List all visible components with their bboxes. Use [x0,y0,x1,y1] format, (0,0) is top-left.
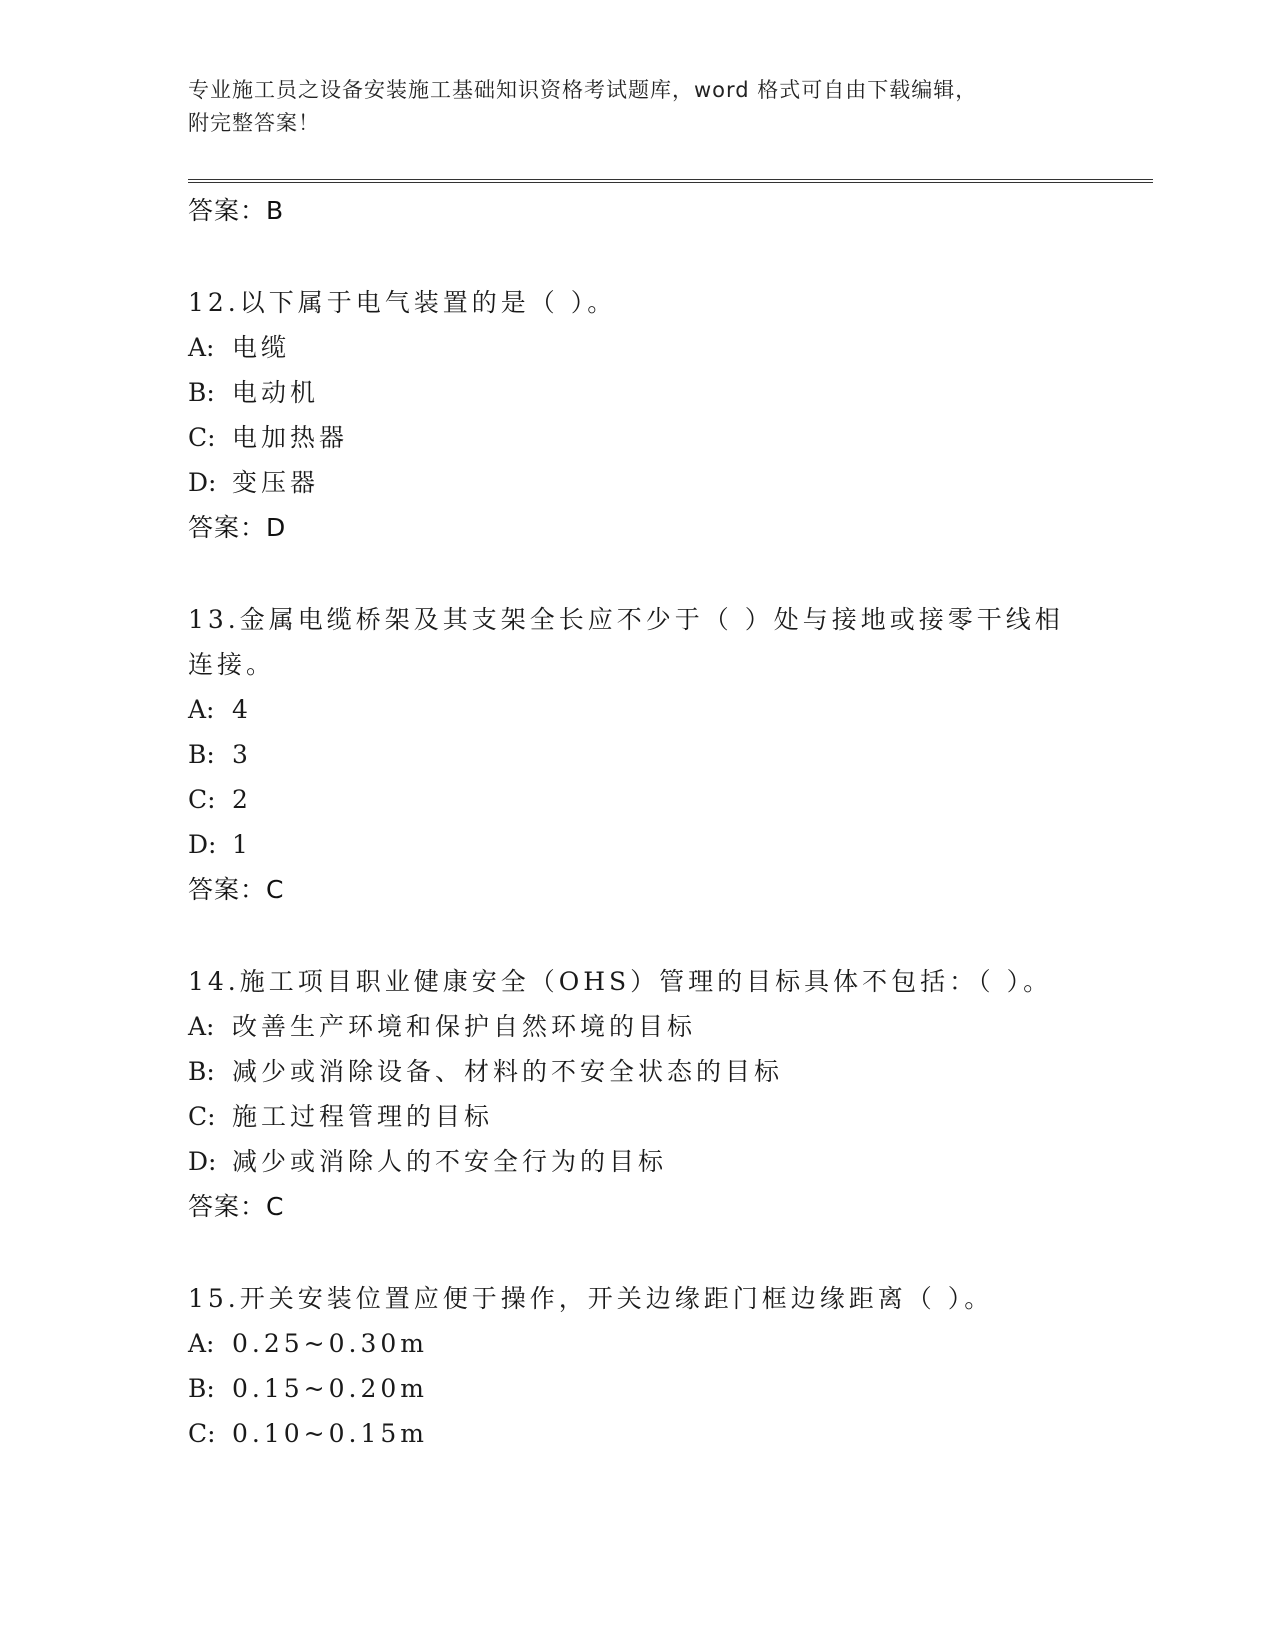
option-text: 电动机 [232,378,320,407]
question-text: 15.开关安装位置应便于操作，开关边缘距门框边缘距离（ ）。 [188,1284,994,1313]
option-text: 电加热器 [232,423,349,452]
option-key: D: [188,1147,217,1176]
option-b [188,1049,1088,1094]
option-key: B: [188,1374,215,1403]
spacer [188,1229,1088,1276]
option-a [188,325,1088,370]
option-key: B: [188,378,215,407]
option-text: 1 [232,830,252,859]
header-line-2: 附完整答案！ [188,111,320,135]
spacer [188,233,1088,280]
option-text: 施工过程管理的目标 [232,1102,494,1131]
option-text: 4 [232,695,252,724]
option-key: A: [188,1329,215,1358]
option-key: A: [188,695,215,724]
option-text: 0.15~0.20m [232,1374,428,1403]
option-text: 电缆 [232,333,291,362]
option-c [188,415,1088,460]
option-b [188,370,1088,415]
option-key: C: [188,423,216,452]
question-text: 12.以下属于电气装置的是（ ）。 [188,288,617,317]
answer-line: 答案：C [188,1192,285,1221]
option-a [188,1321,1088,1366]
spacer [188,912,1088,959]
option-c [188,1411,1088,1456]
option-a [188,687,1088,732]
option-c [188,777,1088,822]
document-content [188,188,1088,1456]
answer-line: 答案：D [188,513,287,542]
option-b [188,1366,1088,1411]
option-d [188,822,1088,867]
option-text: 0.25~0.30m [232,1329,428,1358]
option-key: A: [188,333,215,362]
option-d [188,1139,1088,1184]
option-key: C: [188,785,216,814]
answer-line: 答案：C [188,875,285,904]
option-a [188,1004,1088,1049]
header-divider [188,179,1153,183]
spacer [188,550,1088,597]
option-c [188,1094,1088,1139]
option-b [188,732,1088,777]
header-line-1: 专业施工员之设备安装施工基础知识资格考试题库，word 格式可自由下载编辑， [188,78,978,102]
option-text: 变压器 [232,468,320,497]
question-text: 14.施工项目职业健康安全（OHS）管理的目标具体不包括：（ ）。 [188,967,1053,996]
option-text: 2 [232,785,252,814]
option-text: 减少或消除人的不安全行为的目标 [232,1147,668,1176]
option-d [188,460,1088,505]
option-key: C: [188,1102,216,1131]
question-text: 13.金属电缆桥架及其支架全长应不少于（ ）处与接地或接零干线相连接。 [188,605,1064,679]
document-header [188,74,1088,140]
option-text: 3 [232,740,252,769]
option-key: D: [188,830,217,859]
option-key: C: [188,1419,216,1448]
option-key: B: [188,1057,215,1086]
option-key: A: [188,1012,215,1041]
option-key: B: [188,740,215,769]
option-text: 改善生产环境和保护自然环境的目标 [232,1012,697,1041]
option-text: 减少或消除设备、材料的不安全状态的目标 [232,1057,784,1086]
option-key: D: [188,468,217,497]
option-text: 0.10~0.15m [232,1419,428,1448]
answer-line: 答案：B [188,196,285,225]
